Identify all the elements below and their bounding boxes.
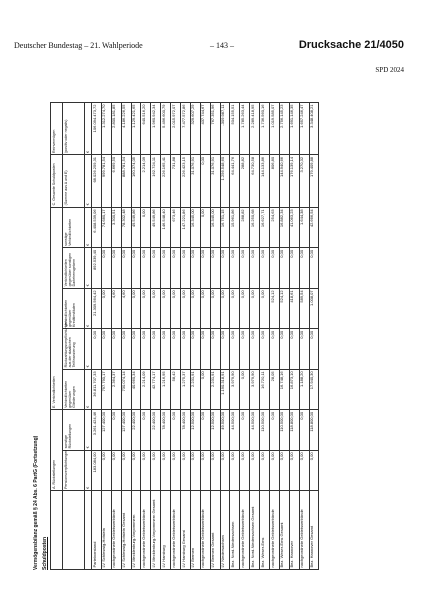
value-cell: 12.500,00 — [210, 410, 220, 451]
value-cell: 0,00 — [101, 288, 111, 329]
label-column-header — [51, 491, 63, 570]
value-cell: 0,00 — [299, 450, 309, 491]
unit-cell: € — [85, 207, 92, 248]
value-cell: 78.302,48 — [121, 207, 131, 248]
value-cell: 0,00 — [200, 155, 210, 207]
value-cell: 2.214,09 — [141, 155, 151, 207]
value-cell: 0,00 — [121, 248, 131, 289]
value-cell: 16.250,68 — [250, 207, 260, 248]
value-cell: 16.720,11 — [260, 369, 270, 410]
value-cell: 1.256.548,60 — [220, 155, 230, 207]
value-cell: 179.409,88 — [309, 155, 319, 207]
value-cell: 28,05 — [270, 369, 280, 410]
value-cell: 6.408.539,06 — [92, 207, 102, 248]
value-cell: 16.751,15 — [220, 207, 230, 248]
row-label: LV Mecklenburg-Vorpommern Gesamt — [151, 491, 161, 570]
group-a-header: A. Rückstellungen — [51, 410, 63, 491]
value-cell: 0,00 — [299, 248, 309, 289]
value-cell: 42.774,17 — [151, 369, 161, 410]
value-cell: 0,00 — [200, 248, 210, 289]
value-cell: 0,00 — [131, 450, 141, 491]
value-cell: 16.627,71 — [260, 207, 270, 248]
value-cell: 0,00 — [181, 248, 191, 289]
value-cell: 731,88 — [171, 155, 181, 207]
value-cell: 0,00 — [270, 329, 280, 370]
value-cell: 767.351,96 — [210, 103, 220, 155]
value-cell: 58,42 — [171, 369, 181, 410]
row-label: LV Hamburg Gesamt — [181, 491, 191, 570]
value-cell: 0,00 — [250, 450, 260, 491]
value-cell: 2.364,37 — [111, 369, 121, 410]
value-cell: 0,00 — [279, 450, 289, 491]
value-cell: 0,00 — [240, 248, 250, 289]
value-cell: 0,00 — [210, 248, 220, 289]
table-title: Vermögensbilanz gemäß § 24 Abs. 6 PartG (Fortsetzung) — [33, 435, 39, 570]
value-cell: 254,63 — [270, 207, 280, 248]
unit-cell: € — [85, 155, 92, 207]
value-cell: 0,00 — [240, 288, 250, 329]
table-row — [250, 103, 260, 570]
value-cell: 0,00 — [240, 410, 250, 451]
row-label: Bez. Nord-Niedersachsen — [230, 491, 240, 570]
value-cell: 0,00 — [270, 410, 280, 451]
value-cell: 16.873,10 — [289, 369, 299, 410]
balance-table — [50, 102, 319, 570]
value-cell: 0,00 — [299, 410, 309, 451]
value-cell: 0,00 — [240, 329, 250, 370]
value-cell: 0,00 — [260, 288, 270, 329]
table-row — [299, 103, 309, 570]
value-cell: 0,00 — [270, 450, 280, 491]
table-row — [101, 103, 111, 570]
table-row — [309, 103, 319, 570]
value-cell: 673,46 — [171, 207, 181, 248]
value-cell: 4,60 — [121, 288, 131, 329]
subheader-empty — [63, 491, 85, 570]
value-cell: 0,00 — [220, 329, 230, 370]
table-area — [34, 100, 400, 570]
column-subheader: (positiv oder negativ) — [63, 103, 85, 155]
table-row — [240, 103, 250, 570]
value-cell: 0,00 — [111, 450, 121, 491]
unit-cell: € — [85, 450, 92, 491]
subheader-row — [63, 103, 85, 570]
value-cell: 0,00 — [250, 288, 260, 329]
value-cell: 2.231,91 — [190, 369, 200, 410]
row-label: Bez. Weser-Ems Gesamt — [279, 491, 289, 570]
value-cell: 183.084,00 — [92, 450, 102, 491]
value-cell: 0,00 — [171, 450, 181, 491]
value-cell: 44.500,00 — [230, 410, 240, 451]
value-cell: 0,00 — [270, 248, 280, 289]
row-label: nachgeordnete Gebietsverbände — [270, 491, 280, 570]
value-cell: 127.400,00 — [101, 410, 111, 451]
value-cell: 0,00 — [230, 329, 240, 370]
value-cell: 0,00 — [190, 329, 200, 370]
row-label: nachgeordnete Gebietsverbände — [111, 491, 121, 570]
value-cell: 2.015.972,07 — [171, 103, 181, 155]
value-cell: 1.129.421,65 — [131, 103, 141, 155]
row-label: nachgeordnete Gebietsverbände — [141, 491, 151, 570]
value-cell: 144.940,66 — [279, 155, 289, 207]
value-cell: 0,00 — [190, 450, 200, 491]
unit-cell: € — [85, 410, 92, 451]
value-cell: 0,00 — [190, 248, 200, 289]
table-row — [260, 103, 270, 570]
row-label: LV Hamburg — [161, 491, 171, 570]
value-cell: 78.400,00 — [181, 410, 191, 451]
value-cell: 288,82 — [240, 207, 250, 248]
value-cell: 0,00 — [141, 329, 151, 370]
value-cell: 418,61 — [289, 288, 299, 329]
row-label: nachgeordnete Gebietsverbände — [200, 491, 210, 570]
table-row — [270, 103, 280, 570]
value-cell: 0,00 — [220, 450, 230, 491]
value-cell: 0,00 — [141, 288, 151, 329]
value-cell: 64.730,58 — [250, 155, 260, 207]
group-total-header: Reinvermögen — [51, 103, 63, 155]
value-cell: 127.400,00 — [121, 410, 131, 451]
row-label: LV Bremen — [190, 491, 200, 570]
table-row — [190, 103, 200, 570]
value-cell: 110.500,00 — [279, 410, 289, 451]
value-cell: 49.549,86 — [131, 207, 141, 248]
value-cell: 1.275,37 — [181, 369, 191, 410]
value-cell: 0,00 — [230, 288, 240, 329]
value-cell: 6.669,50 — [111, 155, 121, 207]
value-cell: 0,00 — [111, 410, 121, 451]
value-cell: 74.680,17 — [101, 207, 111, 248]
value-cell: 0,00 — [200, 410, 210, 451]
value-cell: 1.644,38 — [299, 207, 309, 248]
value-cell: 15.961,86 — [230, 207, 240, 248]
value-cell: 3.979,90 — [230, 369, 240, 410]
value-cell: 176.139,14 — [289, 155, 299, 207]
value-cell: 68.026.259,31 — [92, 155, 102, 207]
value-cell: 0,00 — [230, 248, 240, 289]
value-cell: 2.214,09 — [141, 369, 151, 410]
value-cell: 0,00 — [220, 248, 230, 289]
value-cell: 160.374,05 — [131, 155, 141, 207]
row-label: LV Niedersachsen — [220, 491, 230, 570]
value-cell: 78.400,00 — [161, 410, 171, 451]
table-row — [200, 103, 210, 570]
value-cell: 22.400,00 — [131, 410, 141, 451]
value-cell: 0,00 — [210, 288, 220, 329]
column-subheader: (Summe aus A und E) — [63, 155, 85, 207]
table-row — [111, 103, 121, 570]
value-cell: 0,00 — [92, 329, 102, 370]
value-cell: 16.345,00 — [190, 207, 200, 248]
value-cell: 0,00 — [161, 248, 171, 289]
unit-cell: € — [85, 103, 92, 155]
value-cell: 524,12 — [279, 288, 289, 329]
value-cell: 1.657.246,47 — [299, 103, 309, 155]
value-cell: 0,00 — [200, 329, 210, 370]
value-cell: 0,00 — [279, 248, 289, 289]
value-cell: 0,00 — [121, 450, 131, 491]
value-cell: 4.186.226,55 — [121, 103, 131, 155]
value-cell: 144.133,86 — [260, 155, 270, 207]
value-cell: 999.781,54 — [101, 155, 111, 207]
row-label: nachgeordnete Gebietsverbände — [240, 491, 250, 570]
value-cell: 0,00 — [230, 450, 240, 491]
value-cell: 12.500,00 — [190, 410, 200, 451]
value-cell: -309.987,11 — [220, 103, 230, 155]
table-row — [220, 103, 230, 570]
value-cell: 31.076,91 — [190, 155, 200, 207]
table-subtitle: Schuldposten — [42, 536, 48, 570]
row-label: LV Schleswig-Holstein — [101, 491, 111, 570]
value-cell: 0,00 — [101, 450, 111, 491]
value-cell: 0,00 — [289, 450, 299, 491]
value-cell: 21.309.564,42 — [92, 288, 102, 329]
document-number: Drucksache 21/4050 — [298, 39, 404, 51]
table-row — [131, 103, 141, 570]
value-cell: 16.882,34 — [279, 207, 289, 248]
unit-cell: € — [85, 248, 92, 289]
value-cell: 0,00 — [171, 329, 181, 370]
value-cell: 0,00 — [250, 248, 260, 289]
column-subheader: sonstige Rückstellungen — [63, 410, 85, 451]
value-cell: 118.800,00 — [309, 410, 319, 451]
value-cell: 3.300,51 — [111, 207, 121, 248]
value-cell: 437.744,67 — [200, 103, 210, 155]
value-cell: 0,00 — [171, 248, 181, 289]
value-cell: 504.155,51 — [230, 103, 240, 155]
value-cell: 0,00 — [161, 450, 171, 491]
unit-cell: € — [85, 369, 92, 410]
value-cell: 0,00 — [141, 410, 151, 451]
table-row — [151, 103, 161, 570]
value-cell: 288,82 — [240, 155, 250, 207]
value-cell: 0,00 — [240, 369, 250, 410]
value-cell: 16.748,16 — [279, 369, 289, 410]
row-label: Bez. Weser-Ems — [260, 491, 270, 570]
value-cell: 1.312.274,70 — [101, 103, 111, 155]
value-cell: 1.188,20 — [299, 369, 309, 410]
value-cell: 0,00 — [220, 288, 230, 329]
row-label: Bez. Hannover Gesamt — [309, 491, 319, 570]
value-cell: 5.496.600,79 — [161, 103, 171, 155]
value-cell: 36.811.707,33 — [92, 369, 102, 410]
value-cell: 2.289.418,95 — [250, 103, 260, 155]
unit-row — [85, 103, 92, 570]
value-cell: 0,00 — [111, 329, 121, 370]
value-cell: 806,80 — [270, 155, 280, 207]
column-subheader: Pensionsverpflichtungen — [63, 450, 85, 491]
value-cell: 0,00 — [111, 248, 121, 289]
table-row — [141, 103, 151, 570]
table-body — [92, 103, 319, 570]
value-cell: 0,00 — [250, 329, 260, 370]
value-cell: 3.270,32 — [299, 155, 309, 207]
value-cell: 110.500,00 — [260, 410, 270, 451]
row-label: nachgeordnete Gebietsverbände — [171, 491, 181, 570]
page-header — [14, 41, 410, 55]
value-cell: 0,00 — [151, 450, 161, 491]
value-cell: 0,00 — [161, 288, 171, 329]
value-cell: 0,00 — [299, 329, 309, 370]
value-cell: 1.008,07 — [309, 288, 319, 329]
value-cell: 1.736.560,16 — [260, 103, 270, 155]
value-cell: 44.500,00 — [250, 410, 260, 451]
value-cell: 146.548,40 — [161, 207, 171, 248]
value-cell: 17.940,30 — [309, 369, 319, 410]
table-row — [92, 103, 102, 570]
value-cell: 0,00 — [171, 288, 181, 329]
row-label: Bez. Nord-Niedersachsen Gesamt — [250, 491, 260, 570]
value-cell: 0,00 — [141, 450, 151, 491]
value-cell: 0,00 — [210, 450, 220, 491]
value-cell: 40.660,34 — [131, 369, 141, 410]
value-cell: 1.019.585,07 — [270, 103, 280, 155]
value-cell: 0,00 — [181, 288, 191, 329]
value-cell: 16.345,00 — [210, 207, 220, 248]
value-cell: 147.221,86 — [181, 207, 191, 248]
table-row — [289, 103, 299, 570]
value-cell: 42.666,54 — [309, 207, 319, 248]
value-cell: 0,00 — [309, 248, 319, 289]
value-cell: 4,60 — [111, 288, 121, 329]
value-cell: 589,54 — [299, 288, 309, 329]
value-cell: 3.979,90 — [250, 369, 260, 410]
table-row — [210, 103, 220, 570]
row-label: Bez. Hannover — [289, 491, 299, 570]
column-subheader: Verbindlichkeiten gegenüber sonstigen Darlehensgebern — [63, 248, 85, 289]
value-cell: 3.348.408,21 — [309, 103, 319, 155]
value-cell: 0,00 — [289, 329, 299, 370]
value-cell: 1.785.263,44 — [240, 103, 250, 155]
value-cell: 0,00 — [151, 248, 161, 289]
value-cell: 7.477.572,86 — [181, 103, 191, 155]
value-cell: 31.076,91 — [210, 155, 220, 207]
value-cell: 0,00 — [101, 329, 111, 370]
value-cell: 0,00 — [210, 329, 220, 370]
value-cell: 0,00 — [131, 248, 141, 289]
table-row — [121, 103, 131, 570]
value-cell: 22.400,00 — [151, 410, 161, 451]
value-cell: 1.216,95 — [161, 369, 171, 410]
value-cell: 892.539,40 — [92, 248, 102, 289]
value-cell: 49.549,86 — [151, 207, 161, 248]
value-cell: 226.423,15 — [181, 155, 191, 207]
value-cell: 64.441,76 — [230, 155, 240, 207]
rotated-table — [34, 100, 400, 570]
value-cell: 0,00 — [131, 288, 141, 329]
value-cell: 0,00 — [260, 248, 270, 289]
value-cell: 0,00 — [200, 450, 210, 491]
value-cell: 888.781,54 — [121, 155, 131, 207]
value-cell: 0,00 — [240, 450, 250, 491]
column-subheader: Verbindlichkeiten gegenüber Kreditinstituten — [63, 288, 85, 329]
table-row — [161, 103, 171, 570]
value-cell: 0,00 — [181, 329, 191, 370]
value-cell: 0,00 — [260, 450, 270, 491]
document-series: Deutscher Bundestag – 21. Wahlperiode — [14, 41, 143, 50]
value-cell: 0,00 — [181, 450, 191, 491]
value-cell: 1.190.318,91 — [220, 369, 230, 410]
value-cell: 0,00 — [200, 207, 210, 248]
row-label: nachgeordnete Gebietsverbände — [299, 491, 309, 570]
page-number: – 143 – — [210, 41, 234, 50]
value-cell: 0,00 — [161, 329, 171, 370]
value-cell: 1.960.942,34 — [151, 103, 161, 155]
value-cell: 0,00 — [260, 329, 270, 370]
value-cell: 0,00 — [200, 369, 210, 410]
value-cell: 0,00 — [131, 329, 141, 370]
group-e-header: E. Verbindlichkeiten — [51, 207, 63, 410]
table-row — [279, 103, 289, 570]
unit-empty — [85, 491, 92, 570]
value-cell: 118.800,00 — [289, 410, 299, 451]
value-cell: 0,00 — [200, 288, 210, 329]
value-cell: 730.074,14 — [121, 369, 131, 410]
table-row — [181, 103, 191, 570]
column-subheader: Verbindlichkeiten gegenüber Gliederungen — [63, 369, 85, 410]
row-label: LV Mecklenburg-Vorpommern — [131, 491, 141, 570]
value-cell: 640.516,20 — [141, 103, 151, 155]
value-cell: 41.063,23 — [289, 207, 299, 248]
unit-cell: € — [85, 288, 92, 329]
value-cell: 0,00 — [151, 288, 161, 329]
value-cell: 0,00 — [309, 329, 319, 370]
value-cell: 0,00 — [151, 329, 161, 370]
row-label: Parteivorstand — [92, 491, 102, 570]
value-cell: 2.800.181,85 — [111, 103, 121, 155]
value-cell: 1.691.146,35 — [289, 103, 299, 155]
value-cell: 0,00 — [121, 329, 131, 370]
row-label: LV Bremen Gesamt — [210, 491, 220, 570]
group-c-header: C. Gesamte Schuldposten — [51, 155, 63, 207]
party-label: SPD 2024 — [375, 66, 404, 74]
unit-cell: € — [85, 329, 92, 370]
column-subheader: Rückzahlungsverpflichtungen aus der staatlichen Teilfinanzierung — [63, 329, 85, 370]
value-cell: 0,00 — [101, 248, 111, 289]
column-subheader: sonstige Verbindlichkeiten — [63, 207, 85, 248]
value-cell: 2.231,91 — [210, 369, 220, 410]
value-cell: 0,00 — [279, 329, 289, 370]
value-cell: 329.607,29 — [190, 103, 200, 155]
value-cell: 0,00 — [190, 288, 200, 329]
value-cell: 0,00 — [141, 207, 151, 248]
value-cell: 0,00 — [171, 410, 181, 451]
value-cell: 3.261.424,46 — [92, 410, 102, 451]
value-cell: 0,00 — [141, 248, 151, 289]
value-cell: 2.756.145,23 — [279, 103, 289, 155]
table-row — [230, 103, 240, 570]
value-cell: 226.165,41 — [161, 155, 171, 207]
value-cell: 106.094.473,72 — [92, 103, 102, 155]
row-label: LV Schleswig-Holstein Gesamt — [121, 491, 131, 570]
value-cell: 0,00 — [289, 248, 299, 289]
value-cell: 524,12 — [270, 288, 280, 329]
table-row — [171, 103, 181, 570]
value-cell: 162.724,11 — [151, 155, 161, 207]
value-cell: 49.500,00 — [220, 410, 230, 451]
value-cell: 797.790,17 — [101, 369, 111, 410]
value-cell: 0,00 — [309, 450, 319, 491]
